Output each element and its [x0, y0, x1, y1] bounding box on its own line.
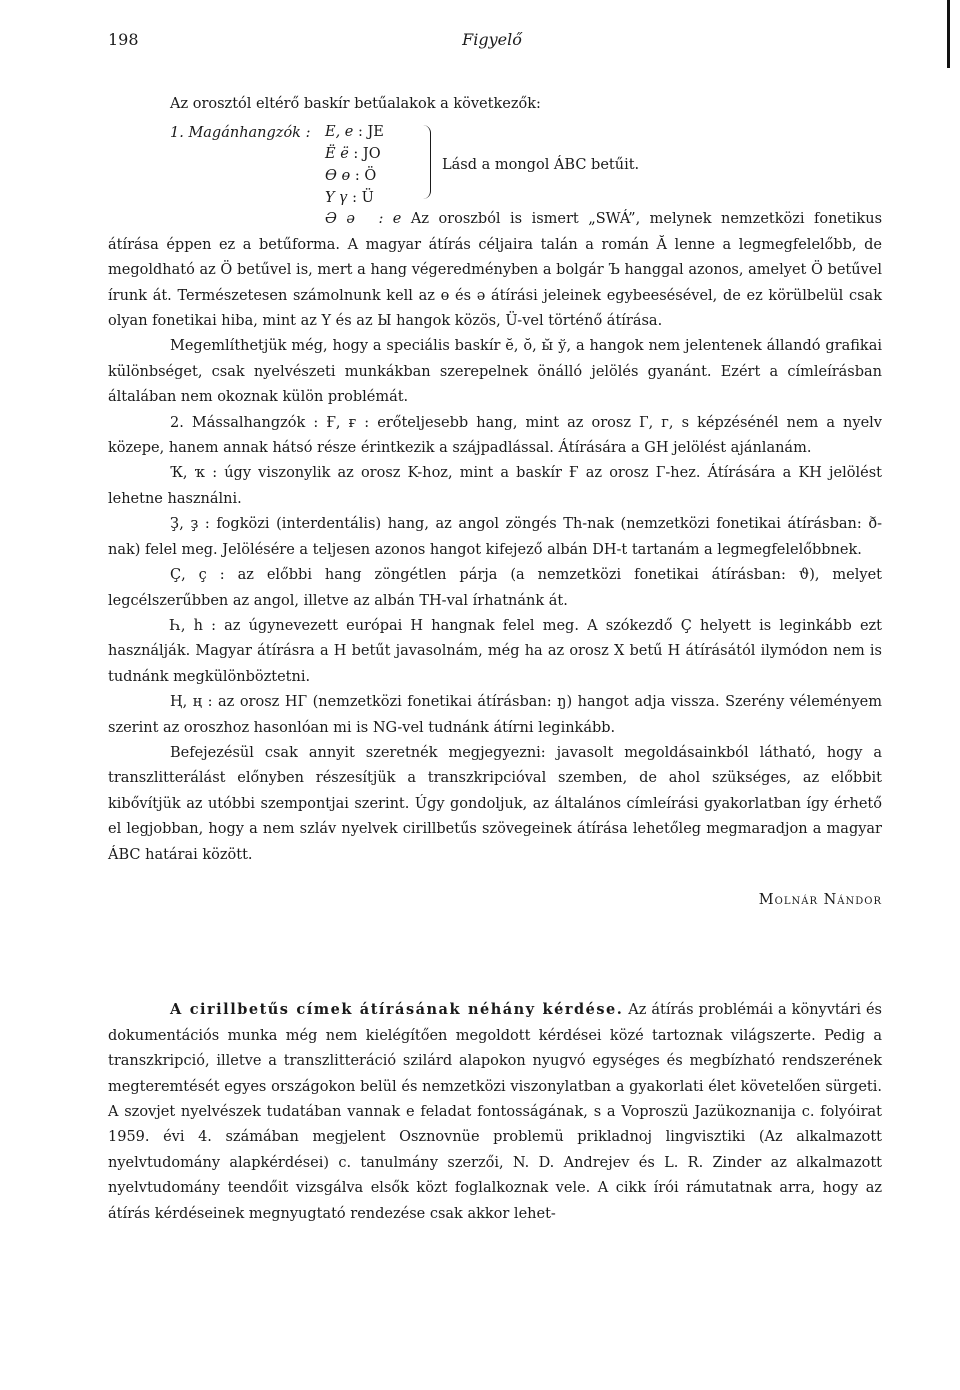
- paragraph-consonant-h: Һ, һ : az úgynevezett európai H hangnak felel meg. A szókezdő Ҫ helyett is leginkább ezt használják. Magyar átírásra a H betűt javasolnám, még ha az orosz X betű H átírásától ilymódon nem is tudnánk megkülönböztetni.: [108, 617, 882, 685]
- vowel-label: 1. Magánhangzók :: [170, 125, 311, 142]
- paragraph-special-letters: Megemlíthetjük még, hogy a speciális baskír ĕ, ŏ, ы̆ ў, a hangok nem jelentenek állandó grafikai különbséget, csak nyelvészeti munkákban szerepelnek önálló jelölés gyanánt. Ezért a címleírásban általában nem okoznak külön problémát.: [108, 338, 882, 406]
- intro-line: Az orosztól eltérő baskír betűalakok a következők:: [170, 96, 541, 112]
- see-mongol-note: Lásd a mongol ÁBC betűit.: [442, 157, 640, 174]
- article-title: A cirillbetűs címek átírásának néhány kérdése.: [170, 1001, 624, 1019]
- running-title: Figyelő: [462, 30, 522, 49]
- article-paragraph: [108, 997, 882, 1227]
- page-number: 198: [108, 30, 139, 49]
- body-text: [108, 92, 882, 1227]
- vowel-table: [170, 121, 882, 231]
- vowel-row: Ү ү : Ü: [325, 190, 374, 207]
- curly-brace: [422, 125, 431, 199]
- paragraph-consonant-kh: Ҡ, ҡ : úgy viszonylik az orosz K-hoz, mint a baskír Ғ az orosz Г-hez. Átírására a KH jelölést lehetne használni.: [108, 465, 882, 507]
- section-spacer: [108, 913, 882, 997]
- paragraph-consonant-th: Ҫ, ҫ : az előbbi hang zöngétlen párja (a nemzetközi fonetikai átírásban: ϑ), melyet legcélszerűbben az angol, illetve az albán TH-val írhatnánk át.: [108, 567, 882, 609]
- author-signature: Molnár Nándor: [758, 891, 882, 908]
- paragraph-conclusion: Befejezésül csak annyit szeretnék megjegyezni: javasolt megoldásainkból látható, hogy a transzlitterálást előnyben részesítjük a transzkripcióval szemben, de ahol szükséges, az előbbit kibővítjük az utóbbi szempontjai szerint. Úgy gondoljuk, az általános címleírási gyakorlatban így érhető el legjobban, hogy a nem szláv nyelvek cirillbetűs szövegeinek átírása lehetőleg megmaradjon a magyar ÁBC határai között.: [108, 744, 882, 863]
- vowel-row: Ë ë : JO: [325, 146, 381, 163]
- article-text: Az átírás problémái a könyvtári és dokumentációs munka még nem kielégítően megoldott kérdései közé tartoznak világszerte. Pedig a transzkripció, illetve a transzlitteráció szilárd alapokon nyugvó egységes és megbízható rendszerének megteremtését egyes országokon belül és nemzetközi viszonylatban a gyakorlati élet követelően sürgeti. A szovjet nyelvészek tudatában vannak e feladat fontosságának, s a Voproszü Jazükoznanija c. folyóirat 1959. évi 4. számában megjelent Osznovnüe problemü prikladnoj lingvisztiki (Az alkalmazott nyelvtudomány alapkérdései) c. tanulmány szerzői, N. D. Andrejev és L. R. Zinder az alkalmazott nyelvtudomány teendőit vizsgálva elsők közt foglalkoznak vele. A cikk írói rámutatnak arra, hogy az átírás kérdéseinek megnyugtató rendezése csak akkor lehet-: [108, 1002, 882, 1222]
- paragraph-consonant-dh: Ҙ, ҙ : fogközi (interdentális) hang, az angol zöngés Th-nak (nemzetközi fonetikai átírásban: ð-nak) felel meg. Jelölésére a teljesen azonos hangot kifejező albán DH-t tartanám a legmegfelelőbbnek.: [108, 516, 882, 558]
- vowel-row: Ө ө : Ö: [325, 168, 377, 185]
- paragraph-consonant-ng: Ң, ң : az orosz НГ (nemzetközi fonetikai átírásban: ŋ) hangot adja vissza. Szerény véleményem szerint az oroszhoz hasonlóan mi is NG-vel tudnánk átírni leginkább.: [108, 694, 882, 736]
- paragraph-consonant-gh: 2. Mássalhangzók : Ғ, ғ : erőteljesebb hang, mint az orosz Г, г, s képzésénél nem a nyelv közepe, hanem annak hátsó része érintkezik a szájpadlással. Átírására a GH jelölést ajánlanám.: [108, 414, 882, 457]
- schwa-paragraph: Ә ә : e Az oroszból is ismert „SWÁ”, melynek nemzetközi fonetikus átírása éppen ez a betűforma. A magyar átírás céljaira talán a román Ă lenne a legmegfelelőbb, de megoldható az Ö betűvel is, mert a hang végeredményben a bolgár Ъ hanggal azonos, amelyet Ö betűvel írunk át. Természetesen számolnunk kell az ө és ә átírási jeleinek egybeesésével, de ez körülbelül csak olyan fonetikai hiba, mint az Ү és az Ы hangok közös, Ü-vel történő átírása.: [108, 211, 883, 330]
- page-edge-line: [947, 0, 950, 68]
- vowel-row: E, e : JE: [325, 124, 384, 141]
- page-header: [108, 30, 876, 54]
